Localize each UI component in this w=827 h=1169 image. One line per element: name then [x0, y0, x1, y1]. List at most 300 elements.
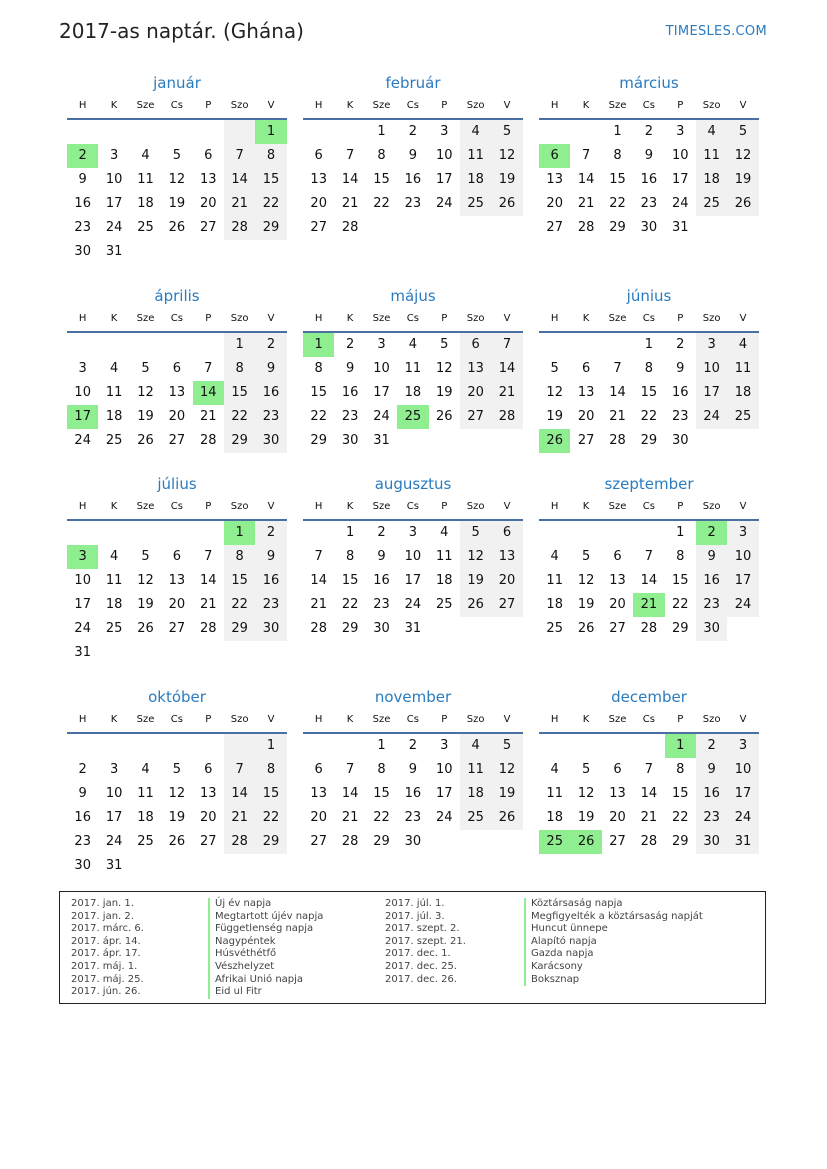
- day-cell[interactable]: 20: [460, 381, 491, 405]
- day-cell[interactable]: 5: [141, 549, 150, 564]
- holiday-day-cell[interactable]: 17: [67, 405, 98, 429]
- day-cell[interactable]: 19: [435, 385, 453, 400]
- day-cell[interactable]: 15: [671, 786, 689, 801]
- day-cell[interactable]: 17: [435, 786, 453, 801]
- day-cell[interactable]: 27: [460, 405, 491, 429]
- day-cell[interactable]: 11: [105, 385, 123, 400]
- day-cell[interactable]: 18: [404, 385, 422, 400]
- day-cell[interactable]: 27: [609, 834, 626, 849]
- day-cell[interactable]: 30: [74, 858, 91, 873]
- day-cell[interactable]: 2: [377, 525, 386, 540]
- day-cell[interactable]: 10: [74, 573, 91, 588]
- day-cell[interactable]: 16: [255, 381, 286, 405]
- day-cell[interactable]: 1: [377, 738, 386, 753]
- day-cell[interactable]: 27: [609, 621, 626, 636]
- day-cell[interactable]: 2: [408, 124, 417, 139]
- day-cell[interactable]: 30: [696, 830, 727, 854]
- day-cell[interactable]: 22: [255, 192, 286, 216]
- day-cell[interactable]: 19: [577, 597, 595, 612]
- day-cell[interactable]: 18: [696, 168, 727, 192]
- day-cell[interactable]: 16: [373, 573, 390, 588]
- day-cell[interactable]: 7: [204, 361, 213, 376]
- day-cell[interactable]: 24: [727, 593, 758, 617]
- day-cell[interactable]: 9: [408, 148, 417, 163]
- day-cell[interactable]: 19: [546, 409, 563, 424]
- day-cell[interactable]: 14: [341, 172, 359, 187]
- day-cell[interactable]: 8: [255, 144, 286, 168]
- day-cell[interactable]: 20: [168, 409, 186, 424]
- day-cell[interactable]: 6: [613, 549, 622, 564]
- day-cell[interactable]: 11: [105, 573, 123, 588]
- day-cell[interactable]: 8: [377, 762, 386, 777]
- day-cell[interactable]: 1: [224, 333, 255, 357]
- day-cell[interactable]: 5: [141, 361, 150, 376]
- day-cell[interactable]: 16: [404, 786, 422, 801]
- day-cell[interactable]: 5: [550, 361, 559, 376]
- day-cell[interactable]: 3: [109, 762, 119, 777]
- day-cell[interactable]: 17: [671, 172, 689, 187]
- day-cell[interactable]: 1: [676, 525, 685, 540]
- day-cell[interactable]: 29: [255, 830, 286, 854]
- day-cell[interactable]: 31: [105, 858, 123, 873]
- day-cell[interactable]: 5: [172, 148, 181, 163]
- day-cell[interactable]: 22: [609, 196, 626, 211]
- day-cell[interactable]: 24: [74, 621, 91, 636]
- day-cell[interactable]: 3: [109, 148, 119, 163]
- day-cell[interactable]: 15: [310, 385, 327, 400]
- day-cell[interactable]: 5: [460, 521, 491, 545]
- day-cell[interactable]: 10: [435, 148, 453, 163]
- day-cell[interactable]: 31: [404, 621, 422, 636]
- day-cell[interactable]: 3: [696, 333, 727, 357]
- day-cell[interactable]: 22: [373, 810, 390, 825]
- day-cell[interactable]: 21: [310, 597, 327, 612]
- day-cell[interactable]: 10: [696, 357, 727, 381]
- day-cell[interactable]: 14: [310, 573, 327, 588]
- day-cell[interactable]: 20: [310, 810, 327, 825]
- day-cell[interactable]: 28: [609, 433, 626, 448]
- day-cell[interactable]: 11: [404, 361, 422, 376]
- day-cell[interactable]: 15: [255, 168, 286, 192]
- day-cell[interactable]: 26: [435, 409, 453, 424]
- day-cell[interactable]: 11: [727, 357, 758, 381]
- day-cell[interactable]: 31: [105, 244, 123, 259]
- day-cell[interactable]: 20: [168, 597, 186, 612]
- day-cell[interactable]: 23: [255, 593, 286, 617]
- day-cell[interactable]: 28: [577, 220, 595, 235]
- day-cell[interactable]: 4: [460, 120, 491, 144]
- day-cell[interactable]: 7: [314, 549, 323, 564]
- day-cell[interactable]: 23: [640, 196, 658, 211]
- day-cell[interactable]: 7: [345, 762, 355, 777]
- day-cell[interactable]: 31: [671, 220, 689, 235]
- day-cell[interactable]: 23: [671, 409, 689, 424]
- day-cell[interactable]: 30: [373, 621, 390, 636]
- day-cell[interactable]: 27: [168, 433, 186, 448]
- day-cell[interactable]: 6: [460, 333, 491, 357]
- day-cell[interactable]: 2: [78, 762, 87, 777]
- day-cell[interactable]: 7: [644, 762, 653, 777]
- day-cell[interactable]: 30: [671, 433, 689, 448]
- day-cell[interactable]: 23: [74, 220, 91, 235]
- day-cell[interactable]: 18: [105, 409, 123, 424]
- day-cell[interactable]: 3: [676, 124, 685, 139]
- day-cell[interactable]: 8: [676, 762, 685, 777]
- day-cell[interactable]: 2: [696, 734, 727, 758]
- day-cell[interactable]: 24: [105, 834, 123, 849]
- day-cell[interactable]: 18: [435, 573, 453, 588]
- day-cell[interactable]: 5: [581, 549, 591, 564]
- day-cell[interactable]: 19: [168, 196, 186, 211]
- day-cell[interactable]: 17: [74, 597, 91, 612]
- day-cell[interactable]: 14: [199, 573, 217, 588]
- day-cell[interactable]: 7: [345, 148, 355, 163]
- day-cell[interactable]: 24: [727, 806, 758, 830]
- day-cell[interactable]: 12: [577, 573, 595, 588]
- day-cell[interactable]: 17: [373, 385, 390, 400]
- day-cell[interactable]: 26: [137, 433, 154, 448]
- day-cell[interactable]: 31: [727, 830, 758, 854]
- day-cell[interactable]: 8: [224, 357, 255, 381]
- day-cell[interactable]: 7: [224, 758, 255, 782]
- day-cell[interactable]: 20: [310, 196, 327, 211]
- day-cell[interactable]: 4: [440, 525, 449, 540]
- day-cell[interactable]: 25: [105, 433, 123, 448]
- day-cell[interactable]: 27: [310, 834, 327, 849]
- day-cell[interactable]: 29: [609, 220, 626, 235]
- day-cell[interactable]: 2: [408, 738, 417, 753]
- day-cell[interactable]: 25: [460, 192, 491, 216]
- day-cell[interactable]: 27: [199, 834, 217, 849]
- day-cell[interactable]: 21: [199, 409, 217, 424]
- day-cell[interactable]: 8: [613, 148, 622, 163]
- day-cell[interactable]: 6: [314, 148, 323, 163]
- day-cell[interactable]: 6: [204, 148, 213, 163]
- day-cell[interactable]: 23: [404, 196, 422, 211]
- day-cell[interactable]: 28: [224, 830, 255, 854]
- day-cell[interactable]: 25: [727, 405, 758, 429]
- day-cell[interactable]: 21: [640, 810, 658, 825]
- day-cell[interactable]: 15: [640, 385, 658, 400]
- day-cell[interactable]: 8: [644, 361, 653, 376]
- day-cell[interactable]: 30: [640, 220, 658, 235]
- day-cell[interactable]: 13: [310, 172, 327, 187]
- day-cell[interactable]: 15: [609, 172, 626, 187]
- day-cell[interactable]: 11: [137, 786, 154, 801]
- holiday-day-cell[interactable]: 26: [570, 830, 601, 854]
- day-cell[interactable]: 7: [613, 361, 622, 376]
- day-cell[interactable]: 25: [105, 621, 123, 636]
- day-cell[interactable]: 9: [345, 361, 355, 376]
- site-link[interactable]: TIMESLES.COM: [665, 24, 767, 39]
- day-cell[interactable]: 22: [224, 405, 255, 429]
- day-cell[interactable]: 11: [546, 573, 563, 588]
- day-cell[interactable]: 20: [577, 409, 595, 424]
- holiday-day-cell[interactable]: 2: [696, 521, 727, 545]
- day-cell[interactable]: 22: [224, 593, 255, 617]
- day-cell[interactable]: 28: [224, 216, 255, 240]
- day-cell[interactable]: 21: [577, 196, 595, 211]
- day-cell[interactable]: 21: [609, 409, 626, 424]
- day-cell[interactable]: 17: [696, 381, 727, 405]
- day-cell[interactable]: 25: [696, 192, 727, 216]
- day-cell[interactable]: 29: [373, 834, 390, 849]
- day-cell[interactable]: 26: [460, 593, 491, 617]
- day-cell[interactable]: 11: [137, 172, 154, 187]
- day-cell[interactable]: 1: [255, 734, 286, 758]
- day-cell[interactable]: 14: [640, 573, 658, 588]
- day-cell[interactable]: 31: [74, 645, 91, 660]
- day-cell[interactable]: 4: [408, 337, 417, 352]
- day-cell[interactable]: 24: [74, 433, 91, 448]
- day-cell[interactable]: 22: [671, 597, 689, 612]
- day-cell[interactable]: 26: [168, 834, 186, 849]
- day-cell[interactable]: 14: [341, 786, 359, 801]
- day-cell[interactable]: 19: [491, 168, 522, 192]
- day-cell[interactable]: 17: [727, 569, 758, 593]
- holiday-day-cell[interactable]: 1: [224, 521, 255, 545]
- day-cell[interactable]: 29: [255, 216, 286, 240]
- day-cell[interactable]: 6: [613, 762, 622, 777]
- day-cell[interactable]: 8: [377, 148, 386, 163]
- day-cell[interactable]: 24: [696, 405, 727, 429]
- day-cell[interactable]: 6: [314, 762, 323, 777]
- day-cell[interactable]: 26: [137, 621, 154, 636]
- day-cell[interactable]: 8: [255, 758, 286, 782]
- day-cell[interactable]: 12: [435, 361, 453, 376]
- day-cell[interactable]: 14: [491, 357, 522, 381]
- holiday-day-cell[interactable]: 21: [633, 593, 664, 617]
- day-cell[interactable]: 2: [255, 333, 286, 357]
- day-cell[interactable]: 1: [644, 337, 653, 352]
- holiday-day-cell[interactable]: 26: [539, 429, 570, 453]
- day-cell[interactable]: 26: [168, 220, 186, 235]
- day-cell[interactable]: 7: [224, 144, 255, 168]
- day-cell[interactable]: 24: [435, 196, 453, 211]
- day-cell[interactable]: 2: [644, 124, 653, 139]
- day-cell[interactable]: 21: [341, 196, 359, 211]
- day-cell[interactable]: 3: [727, 734, 758, 758]
- day-cell[interactable]: 14: [577, 172, 595, 187]
- day-cell[interactable]: 28: [199, 621, 217, 636]
- day-cell[interactable]: 20: [609, 810, 626, 825]
- day-cell[interactable]: 10: [435, 762, 453, 777]
- day-cell[interactable]: 27: [199, 220, 217, 235]
- day-cell[interactable]: 1: [345, 525, 355, 540]
- day-cell[interactable]: 15: [224, 381, 255, 405]
- day-cell[interactable]: 5: [172, 762, 181, 777]
- day-cell[interactable]: 26: [491, 806, 522, 830]
- day-cell[interactable]: 13: [491, 545, 522, 569]
- day-cell[interactable]: 30: [255, 429, 286, 453]
- day-cell[interactable]: 23: [341, 409, 359, 424]
- day-cell[interactable]: 12: [546, 385, 563, 400]
- day-cell[interactable]: 16: [696, 569, 727, 593]
- day-cell[interactable]: 29: [671, 834, 689, 849]
- day-cell[interactable]: 10: [727, 545, 758, 569]
- day-cell[interactable]: 23: [373, 597, 390, 612]
- day-cell[interactable]: 21: [224, 806, 255, 830]
- day-cell[interactable]: 13: [310, 786, 327, 801]
- day-cell[interactable]: 18: [727, 381, 758, 405]
- day-cell[interactable]: 3: [377, 337, 386, 352]
- day-cell[interactable]: 20: [199, 196, 217, 211]
- day-cell[interactable]: 16: [671, 385, 689, 400]
- day-cell[interactable]: 18: [105, 597, 123, 612]
- day-cell[interactable]: 28: [491, 405, 522, 429]
- day-cell[interactable]: 23: [255, 405, 286, 429]
- day-cell[interactable]: 29: [341, 621, 359, 636]
- day-cell[interactable]: 21: [224, 192, 255, 216]
- day-cell[interactable]: 26: [577, 621, 595, 636]
- day-cell[interactable]: 5: [440, 337, 449, 352]
- holiday-day-cell[interactable]: 3: [67, 545, 98, 569]
- day-cell[interactable]: 4: [141, 762, 150, 777]
- day-cell[interactable]: 17: [105, 196, 123, 211]
- day-cell[interactable]: 25: [435, 597, 453, 612]
- day-cell[interactable]: 5: [727, 120, 758, 144]
- day-cell[interactable]: 11: [546, 786, 563, 801]
- day-cell[interactable]: 10: [671, 148, 689, 163]
- day-cell[interactable]: 12: [460, 545, 491, 569]
- day-cell[interactable]: 19: [577, 810, 595, 825]
- day-cell[interactable]: 3: [440, 124, 449, 139]
- day-cell[interactable]: 16: [404, 172, 422, 187]
- day-cell[interactable]: 25: [137, 834, 154, 849]
- day-cell[interactable]: 3: [408, 525, 417, 540]
- day-cell[interactable]: 11: [435, 549, 453, 564]
- day-cell[interactable]: 12: [491, 758, 522, 782]
- day-cell[interactable]: 16: [255, 569, 286, 593]
- day-cell[interactable]: 10: [105, 786, 123, 801]
- day-cell[interactable]: 17: [435, 172, 453, 187]
- day-cell[interactable]: 29: [310, 433, 327, 448]
- day-cell[interactable]: 22: [640, 409, 658, 424]
- day-cell[interactable]: 14: [609, 385, 626, 400]
- day-cell[interactable]: 22: [310, 409, 327, 424]
- day-cell[interactable]: 8: [345, 549, 355, 564]
- day-cell[interactable]: 10: [727, 758, 758, 782]
- day-cell[interactable]: 14: [640, 786, 658, 801]
- day-cell[interactable]: 18: [137, 810, 154, 825]
- day-cell[interactable]: 16: [341, 385, 359, 400]
- day-cell[interactable]: 28: [640, 834, 658, 849]
- day-cell[interactable]: 9: [78, 786, 87, 801]
- day-cell[interactable]: 27: [168, 621, 186, 636]
- day-cell[interactable]: 30: [341, 433, 359, 448]
- day-cell[interactable]: 14: [224, 168, 255, 192]
- day-cell[interactable]: 9: [255, 357, 286, 381]
- day-cell[interactable]: 3: [78, 361, 87, 376]
- day-cell[interactable]: 16: [640, 172, 658, 187]
- day-cell[interactable]: 11: [460, 144, 491, 168]
- day-cell[interactable]: 4: [109, 549, 119, 564]
- day-cell[interactable]: 31: [373, 433, 390, 448]
- day-cell[interactable]: 26: [491, 192, 522, 216]
- day-cell[interactable]: 12: [727, 144, 758, 168]
- day-cell[interactable]: 23: [696, 593, 727, 617]
- day-cell[interactable]: 17: [404, 573, 422, 588]
- day-cell[interactable]: 10: [373, 361, 390, 376]
- day-cell[interactable]: 6: [172, 549, 181, 564]
- day-cell[interactable]: 15: [671, 573, 689, 588]
- day-cell[interactable]: 13: [546, 172, 563, 187]
- day-cell[interactable]: 24: [435, 810, 453, 825]
- day-cell[interactable]: 2: [345, 337, 355, 352]
- day-cell[interactable]: 21: [199, 597, 217, 612]
- day-cell[interactable]: 5: [581, 762, 591, 777]
- day-cell[interactable]: 8: [676, 549, 685, 564]
- day-cell[interactable]: 20: [609, 597, 626, 612]
- day-cell[interactable]: 19: [460, 569, 491, 593]
- day-cell[interactable]: 18: [460, 168, 491, 192]
- day-cell[interactable]: 13: [577, 385, 595, 400]
- day-cell[interactable]: 5: [491, 120, 522, 144]
- holiday-day-cell[interactable]: 1: [303, 333, 334, 357]
- day-cell[interactable]: 2: [255, 521, 286, 545]
- day-cell[interactable]: 7: [491, 333, 522, 357]
- day-cell[interactable]: 20: [546, 196, 563, 211]
- day-cell[interactable]: 22: [341, 597, 359, 612]
- day-cell[interactable]: 4: [141, 148, 150, 163]
- day-cell[interactable]: 28: [199, 433, 217, 448]
- day-cell[interactable]: 13: [168, 385, 186, 400]
- day-cell[interactable]: 12: [577, 786, 595, 801]
- day-cell[interactable]: 18: [546, 597, 563, 612]
- day-cell[interactable]: 7: [204, 549, 213, 564]
- day-cell[interactable]: 8: [224, 545, 255, 569]
- day-cell[interactable]: 13: [609, 573, 626, 588]
- day-cell[interactable]: 4: [550, 549, 559, 564]
- day-cell[interactable]: 10: [74, 385, 91, 400]
- day-cell[interactable]: 9: [676, 361, 685, 376]
- day-cell[interactable]: 14: [224, 782, 255, 806]
- day-cell[interactable]: 16: [74, 196, 91, 211]
- day-cell[interactable]: 12: [491, 144, 522, 168]
- holiday-day-cell[interactable]: 25: [397, 405, 428, 429]
- day-cell[interactable]: 16: [74, 810, 91, 825]
- day-cell[interactable]: 30: [696, 617, 727, 641]
- day-cell[interactable]: 29: [640, 433, 658, 448]
- day-cell[interactable]: 13: [199, 786, 217, 801]
- day-cell[interactable]: 20: [199, 810, 217, 825]
- day-cell[interactable]: 24: [373, 409, 390, 424]
- day-cell[interactable]: 13: [199, 172, 217, 187]
- day-cell[interactable]: 27: [546, 220, 563, 235]
- day-cell[interactable]: 9: [696, 758, 727, 782]
- day-cell[interactable]: 23: [696, 806, 727, 830]
- day-cell[interactable]: 4: [109, 361, 119, 376]
- day-cell[interactable]: 21: [341, 810, 359, 825]
- holiday-day-cell[interactable]: 1: [665, 734, 696, 758]
- day-cell[interactable]: 13: [460, 357, 491, 381]
- day-cell[interactable]: 15: [341, 573, 359, 588]
- day-cell[interactable]: 6: [172, 361, 181, 376]
- day-cell[interactable]: 20: [491, 569, 522, 593]
- holiday-day-cell[interactable]: 2: [67, 144, 98, 168]
- day-cell[interactable]: 7: [581, 148, 591, 163]
- day-cell[interactable]: 9: [644, 148, 653, 163]
- day-cell[interactable]: 22: [255, 806, 286, 830]
- day-cell[interactable]: 9: [377, 549, 386, 564]
- day-cell[interactable]: 8: [314, 361, 323, 376]
- day-cell[interactable]: 19: [137, 409, 154, 424]
- holiday-day-cell[interactable]: 14: [193, 381, 224, 405]
- day-cell[interactable]: 13: [168, 573, 186, 588]
- day-cell[interactable]: 29: [224, 617, 255, 641]
- day-cell[interactable]: 10: [105, 172, 123, 187]
- day-cell[interactable]: 3: [727, 521, 758, 545]
